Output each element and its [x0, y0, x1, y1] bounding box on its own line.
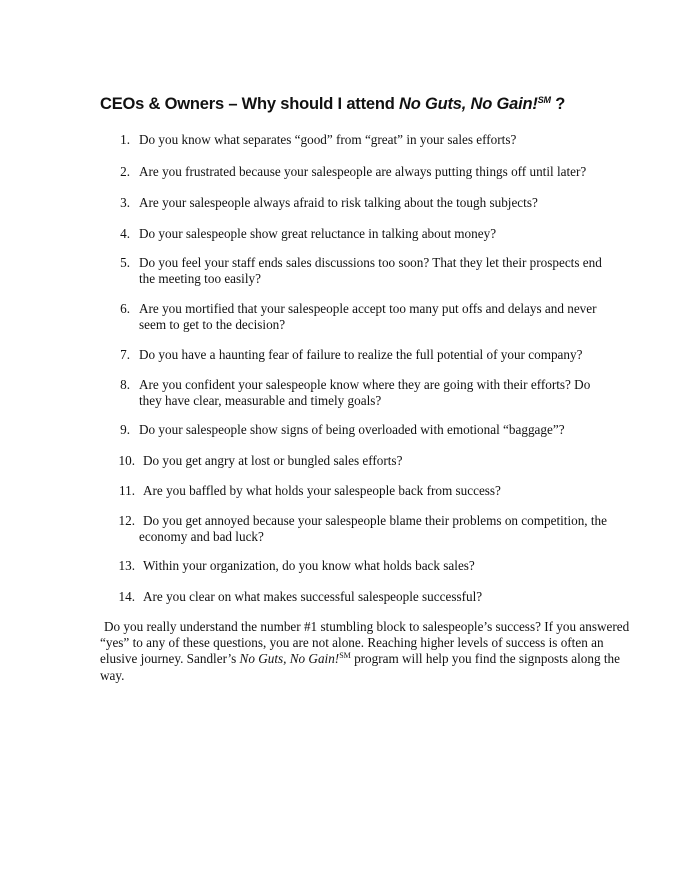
- question-text: Are you frustrated because your salespeople are always putting things off until later?: [139, 164, 587, 179]
- question-text: Are you baffled by what holds your salespeople back from success?: [143, 483, 501, 498]
- question-number: 13.: [118, 558, 135, 573]
- question-text: Do you get angry at lost or bungled sales efforts?: [143, 453, 403, 468]
- closing-program-name: No Guts, No Gain!: [239, 651, 340, 667]
- question-text: Do you know what separates “good” from “great” in your sales efforts?: [139, 132, 517, 147]
- question-text-line1: Are you confident your salespeople know where they are going with their efforts? Do: [139, 377, 591, 392]
- question-number: 4.: [120, 226, 130, 241]
- question-number: 5.: [120, 255, 130, 270]
- closing-text-part1: Do you really understand the number #1 stumbling block to salespeople’s success? If you answered “yes” to any of these questions, you are not alone. Reaching higher levels of success is often an elusive journey. Sandler’s: [100, 619, 630, 667]
- closing-paragraph: [100, 619, 635, 684]
- question-number: 2.: [120, 164, 130, 179]
- question-text-line1: Are you mortified that your salespeople accept too many put offs and delays and never: [139, 301, 597, 316]
- title-question-mark: ?: [550, 95, 566, 113]
- title-lead: CEOs & Owners – Why should I attend: [100, 95, 400, 113]
- question-number: 14.: [118, 589, 135, 604]
- question-number: 8.: [120, 377, 130, 392]
- question-text: Do your salespeople show signs of being overloaded with emotional “baggage”?: [139, 422, 565, 437]
- question-text: Are you clear on what makes successful salespeople successful?: [143, 589, 483, 604]
- question-number: 3.: [120, 195, 130, 210]
- question-text: Within your organization, do you know what holds back sales?: [143, 558, 475, 573]
- title-program-name: No Guts, No Gain!: [399, 95, 538, 113]
- question-text-line2: they have clear, measurable and timely goals?: [139, 393, 382, 408]
- question-text: Are your salespeople always afraid to risk talking about the tough subjects?: [139, 195, 538, 210]
- question-text-line1: Do you get annoyed because your salespeople blame their problems on competition, the: [143, 513, 607, 528]
- question-number: 7.: [120, 347, 130, 362]
- question-text: Do you have a haunting fear of failure to realize the full potential of your company?: [139, 347, 583, 362]
- question-number: 6.: [120, 301, 130, 316]
- question-number: 1.: [120, 132, 130, 147]
- title-service-mark: SM: [537, 95, 551, 105]
- question-text-line2: the meeting too easily?: [139, 271, 261, 286]
- closing-text-part2: program will help you find the signposts along the way.: [100, 651, 620, 683]
- question-number: 12.: [118, 513, 135, 528]
- question-number: 10.: [118, 453, 135, 468]
- question-text: Do your salespeople show great reluctance in talking about money?: [139, 226, 497, 241]
- page-title: [100, 93, 620, 115]
- question-text-line2: economy and bad luck?: [139, 529, 264, 544]
- question-number: 11.: [119, 483, 135, 498]
- question-number: 9.: [120, 422, 130, 437]
- question-text-line2: seem to get to the decision?: [139, 317, 286, 332]
- closing-service-mark: SM: [339, 651, 351, 661]
- question-text-line1: Do you feel your staff ends sales discussions too soon? That they let their prospects end: [139, 255, 602, 270]
